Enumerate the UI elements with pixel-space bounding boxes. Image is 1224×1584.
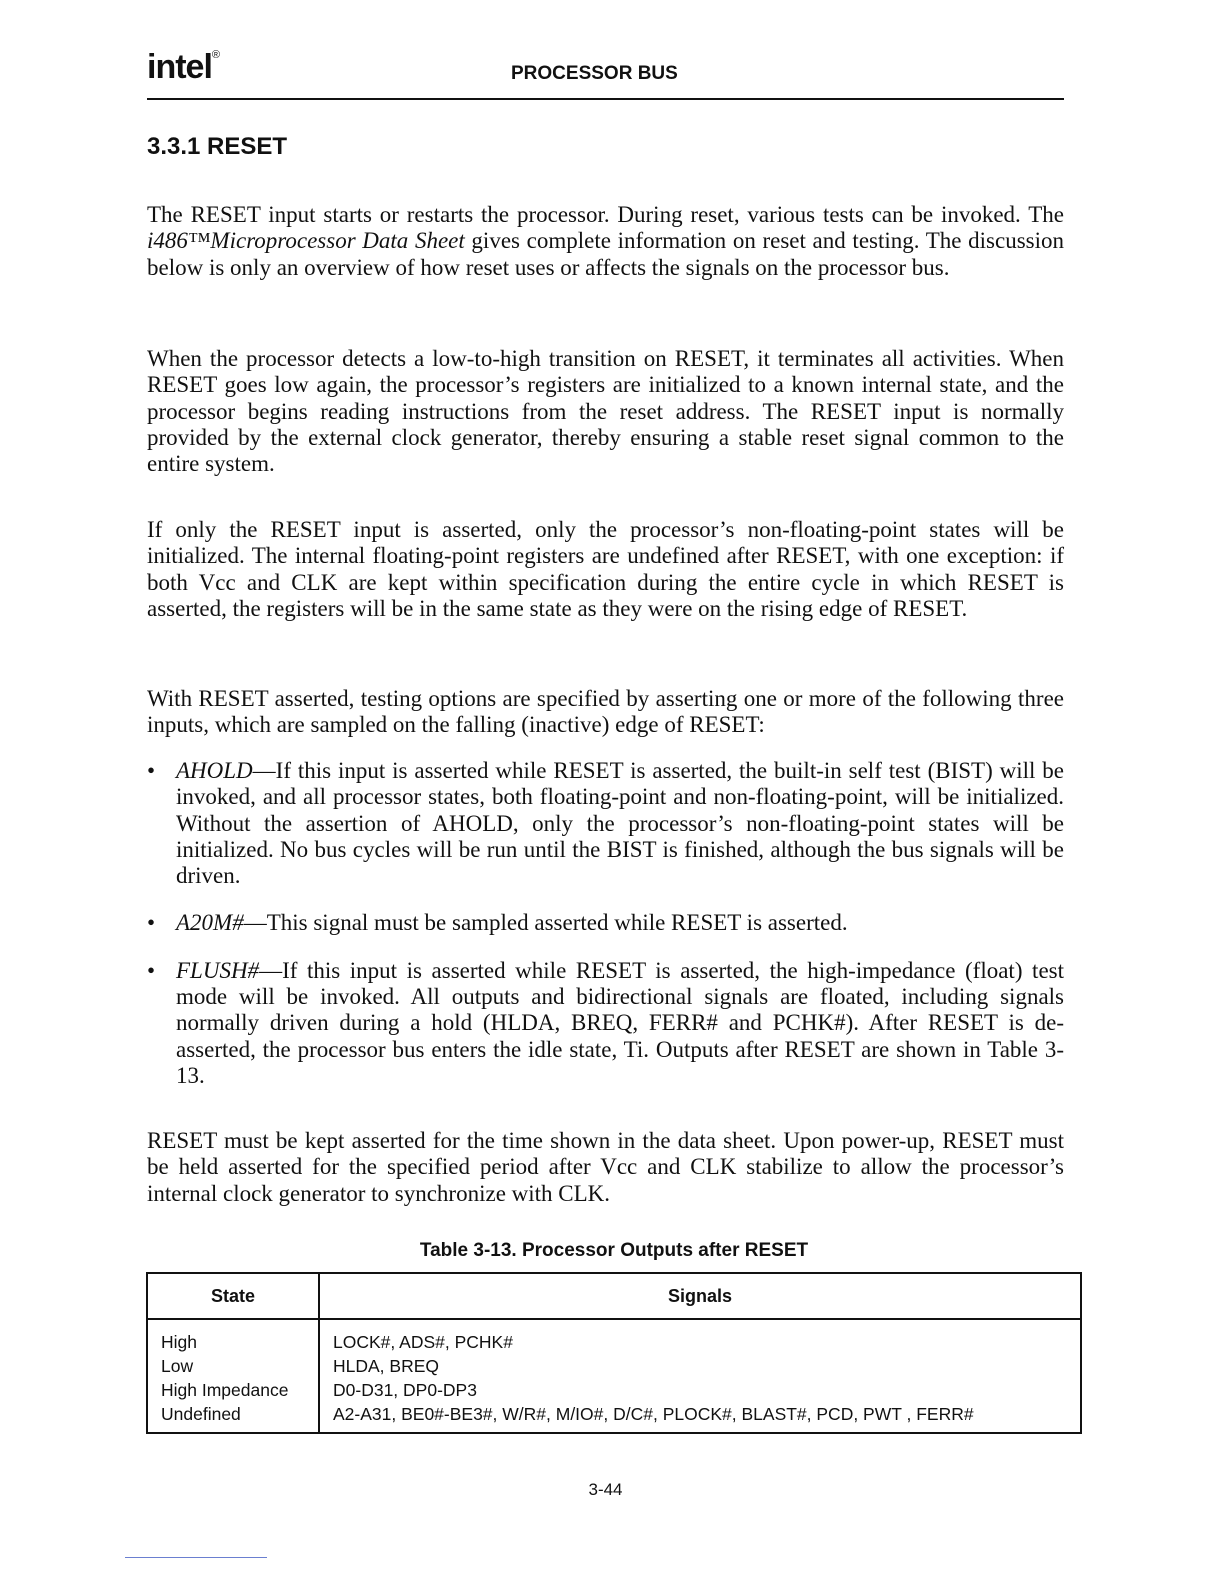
list-item-a20m bbox=[147, 910, 1064, 936]
bullet-icon: • bbox=[147, 758, 156, 783]
paragraph-power-up: RESET must be kept asserted for the time shown in the data sheet. Upon power-up, RESET must be held asserted for the specified period after Vcc and CLK stabilize to allow the processor’s internal clock generator to synchronize with CLK. bbox=[147, 1128, 1064, 1206]
paragraph-intro-part-2: gives complete information on reset and testing. The discussion below is only an overview of how reset uses or affects the signals on the processor bus. bbox=[147, 228, 1064, 280]
bullet-icon: • bbox=[147, 957, 156, 983]
bullet-text: If this input is asserted while RESET is asserted, the built-in self test (BIST) will be invoked, and all processor states, both floating-point and non-floating-point, will be initialized. Without the assertion of AHOLD, only the processor’s non-floating-point states will be initialized. No bus cycles will be run until the BIST is finished, although the bus signals will be driven. bbox=[176, 758, 1064, 889]
data-sheet-reference: i486™Microprocessor Data Sheet bbox=[147, 228, 465, 254]
signals-cell: HLDA, BREQ bbox=[333, 1356, 439, 1376]
bullet-term: FLUSH# bbox=[176, 957, 260, 983]
signals-cell: A2-A31, BE0#-BE3#, W/R#, M/IO#, D/C#, PLOCK#, BLAST#, PCD, PWT , FERR# bbox=[333, 1404, 974, 1424]
table-header-row bbox=[147, 1273, 1081, 1319]
intel-logo bbox=[147, 48, 219, 87]
testing-inputs-list bbox=[147, 758, 1064, 1110]
header-title: PROCESSOR BUS bbox=[511, 63, 678, 84]
bullet-separator: — bbox=[252, 758, 276, 783]
logo-text: intel bbox=[147, 48, 212, 86]
bullet-icon: • bbox=[147, 910, 156, 936]
page-header bbox=[147, 44, 1064, 100]
signals-cell: D0-D31, DP0-DP3 bbox=[333, 1380, 477, 1400]
state-cell: High Impedance bbox=[147, 1378, 319, 1402]
processor-outputs-table bbox=[146, 1272, 1082, 1434]
table-row bbox=[147, 1354, 1081, 1378]
bullet-text: If this input is asserted while RESET is asserted, the high-impedance (float) test mode will be invoked. All outputs and bidirectional signals are floated, including signals normally driven during a hold (HLDA, BREQ, FERR# and PCHK#). After RESET is de-asserted, the processor bus enters the idle state, Ti. Outputs after RESET are shown in Table 3-13. bbox=[176, 957, 1064, 1088]
registered-mark: ® bbox=[211, 48, 220, 61]
paragraph-intro-part-1: The RESET input starts or restarts the processor. During reset, various tests can be invoked. The bbox=[147, 202, 1064, 227]
footer-divider bbox=[125, 1557, 267, 1558]
paragraph-transition: When the processor detects a low-to-high transition on RESET, it terminates all activities. When RESET goes low again, the processor’s registers are initialized to a known internal state, and the processor begins reading instructions from the reset address. The RESET input is normally provided by the external clock generator, thereby ensuring a stable reset signal common to the entire system. bbox=[147, 346, 1064, 477]
bullet-term: A20M# bbox=[176, 910, 244, 936]
state-cell: Low bbox=[147, 1354, 319, 1378]
column-header-signals: Signals bbox=[319, 1273, 1081, 1319]
bullet-term: AHOLD bbox=[176, 758, 253, 783]
column-header-state: State bbox=[147, 1273, 319, 1319]
bullet-separator: — bbox=[259, 957, 283, 983]
table-row bbox=[147, 1319, 1081, 1354]
page-number: 3-44 bbox=[588, 1480, 623, 1499]
state-cell: Undefined bbox=[147, 1402, 319, 1433]
paragraph-floating-point: If only the RESET input is asserted, only the processor’s non-floating-point states will be initialized. The internal floating-point registers are undefined after RESET, with one exception: if both Vcc and CLK are kept within specification during the entire cycle in which RESET is asserted, the registers will be in the same state as they were on the rising edge of RESET. bbox=[147, 517, 1064, 621]
table-row bbox=[147, 1402, 1081, 1433]
bullet-text: This signal must be sampled asserted while RESET is asserted. bbox=[266, 910, 848, 936]
table-caption: Table 3-13. Processor Outputs after RESET bbox=[419, 1240, 809, 1261]
table-row bbox=[147, 1378, 1081, 1402]
list-item-ahold bbox=[147, 758, 1064, 889]
state-cell: High bbox=[147, 1319, 319, 1354]
section-heading: 3.3.1 RESET bbox=[147, 133, 288, 160]
bullet-separator: — bbox=[243, 910, 267, 936]
list-item-flush bbox=[147, 958, 1064, 1089]
signals-cell: LOCK#, ADS#, PCHK# bbox=[333, 1332, 513, 1352]
paragraph-testing-options: With RESET asserted, testing options are specified by asserting one or more of the following three inputs, which are sampled on the falling (inactive) edge of RESET: bbox=[147, 686, 1064, 738]
paragraph-intro bbox=[147, 202, 1064, 281]
